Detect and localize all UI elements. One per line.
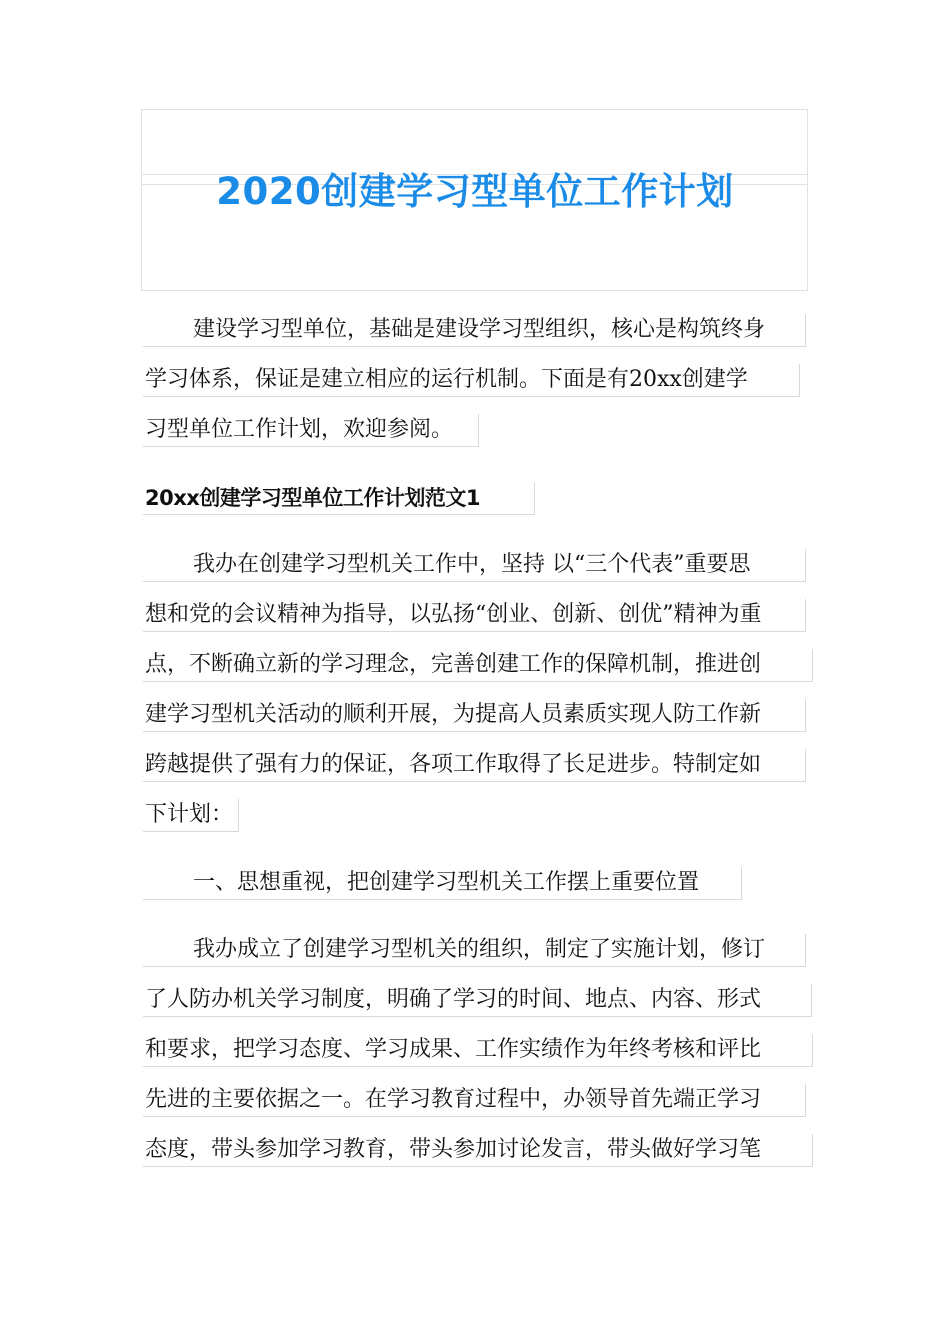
intro-line-2: 学习体系，保证是建立相应的运行机制。下面是有20xx创建学 [143,364,800,397]
section-heading: 20xx创建学习型单位工作计划范文1 [143,482,535,515]
para2-line-5: 态度，带头参加学习教育，带头参加讨论发言，带头做好学习笔 [143,1134,813,1167]
subheading: 一、思想重视，把创建学习型机关工作摆上重要位置 [143,867,742,900]
intro-line-3: 习型单位工作计划，欢迎参阅。 [143,414,479,447]
document-title: 2020创建学习型单位工作计划 [216,170,734,213]
intro-line-1: 建设学习型单位，基础是建设学习型组织，核心是构筑终身 [143,314,806,347]
para1-line-6: 下计划： [143,799,239,832]
para1-line-3: 点，不断确立新的学习理念，完善创建工作的保障机制，推进创 [143,649,813,682]
para1-line-1: 我办在创建学习型机关工作中，坚持 以“三个代表”重要思 [143,549,806,582]
para1-line-5: 跨越提供了强有力的保证，各项工作取得了长足进步。特制定如 [143,749,806,782]
para2-line-1: 我办成立了创建学习型机关的组织，制定了实施计划，修订 [143,934,806,967]
para2-line-4: 先进的主要依据之一。在学习教育过程中，办领导首先端正学习 [143,1084,806,1117]
para1-line-4: 建学习型机关活动的顺利开展，为提高人员素质实现人防工作新 [143,699,806,732]
para2-line-3: 和要求，把学习态度、学习成果、工作实绩作为年终考核和评比 [143,1034,813,1067]
para2-line-2: 了人防办机关学习制度，明确了学习的时间、地点、内容、形式 [143,984,812,1017]
para1-line-2: 想和党的会议精神为指导，以弘扬“创业、创新、创优”精神为重 [143,599,806,632]
